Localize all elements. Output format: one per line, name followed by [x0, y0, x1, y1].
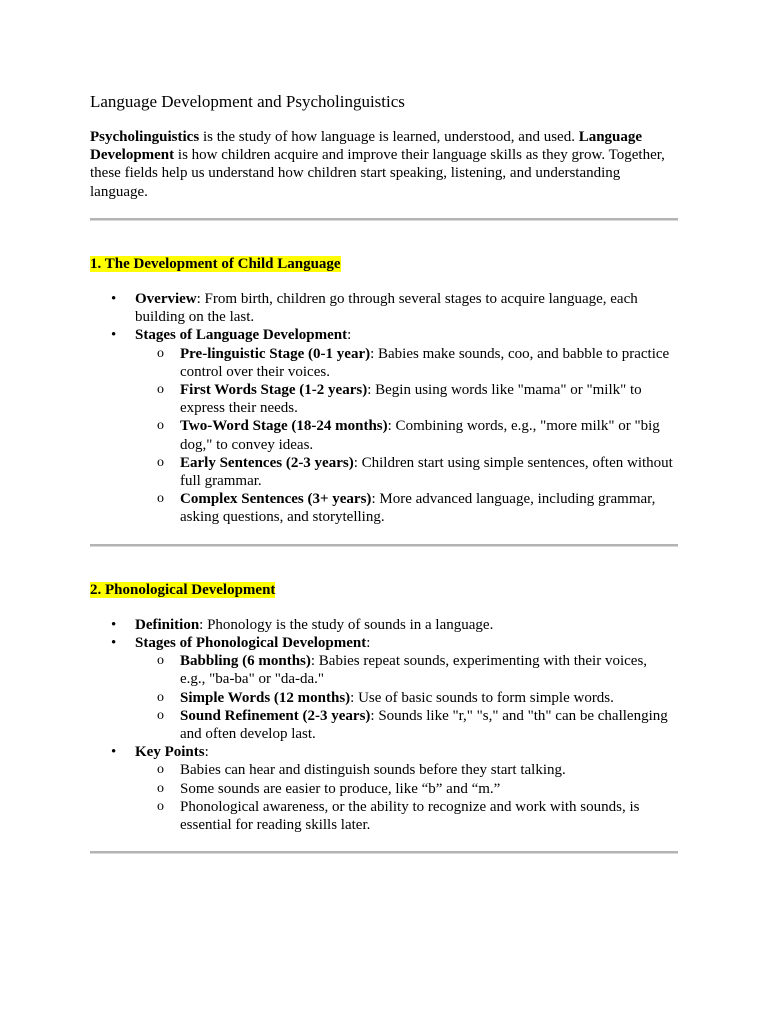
sublist-item: [135, 798, 676, 834]
sublist-item: [135, 454, 676, 490]
item-text: Babies can hear and distinguish sounds before they start talking.: [180, 762, 566, 779]
horizontal-rule: [90, 544, 678, 547]
document-title: Language Development and Psycholinguistics: [90, 92, 405, 111]
section-1-heading: [90, 255, 678, 273]
item-term: Babbling (6 months): [180, 653, 311, 670]
intro-term-language-development: Language Development: [90, 129, 643, 164]
intro-paragraph: [90, 128, 676, 201]
item-term: Sound Refinement (2-3 years): [180, 707, 371, 724]
list-item-key-points: [90, 743, 676, 834]
phonological-stages-sublist: [135, 652, 676, 743]
sublist-item: [135, 689, 676, 707]
sublist-item: [135, 490, 676, 526]
item-text: :: [347, 327, 352, 344]
item-term: Stages of Language Development: [135, 327, 348, 344]
item-term: Complex Sentences (3+ years): [180, 491, 372, 508]
section-2-heading-text: 2. Phonological Development: [90, 581, 276, 598]
item-text: : Babies repeat sounds, experimenting with their voices, e.g., "ba-ba" or "da-da.": [180, 653, 648, 688]
item-term: Stages of Phonological Development: [135, 635, 367, 652]
item-text: : Use of basic sounds to form simple words.: [350, 689, 614, 706]
item-term: First Words Stage (1-2 years): [180, 382, 368, 399]
sublist-item: [135, 780, 676, 798]
item-text: : Children start using simple sentences, often without full grammar.: [180, 454, 673, 490]
item-text: : Combining words, e.g., "more milk" or "big dog," to convey ideas.: [180, 418, 660, 453]
key-points-sublist: [135, 761, 676, 834]
item-text: : Begin using words like "mama" or "milk" to express their needs.: [180, 382, 642, 417]
intro-term-psycholinguistics: Psycholinguistics: [90, 129, 200, 145]
bullet-icon: •: [111, 291, 117, 308]
bullet-icon: •: [111, 327, 117, 344]
list-item-stages-language: [90, 326, 676, 526]
circle-bullet-icon: o: [157, 653, 164, 669]
sublist-item: [135, 652, 676, 688]
item-text: Some sounds are easier to produce, like “b” and “m.”: [180, 780, 501, 797]
bullet-icon: •: [111, 635, 117, 652]
section-2-heading: [90, 581, 678, 599]
bullet-icon: •: [111, 616, 117, 633]
section-1-list: [90, 290, 678, 527]
item-text: : Babies make sounds, coo, and babble to practice control over their voices.: [180, 345, 670, 380]
circle-bullet-icon: o: [157, 689, 164, 705]
horizontal-rule: [90, 218, 678, 221]
intro-text-1: is the study of how language is learned, understood, and used.: [199, 129, 579, 145]
list-item-stages-phonological: [90, 634, 676, 743]
list-item-definition: [90, 616, 676, 634]
item-text: : Sounds like "r," "s," and "th" can be challenging and often develop last.: [180, 707, 668, 743]
item-text: : Phonology is the study of sounds in a language.: [199, 616, 494, 633]
item-text: : From birth, children go through several stages to acquire language, each building on the last.: [135, 291, 638, 326]
circle-bullet-icon: o: [157, 345, 164, 361]
section-2-list: [90, 616, 678, 834]
circle-bullet-icon: o: [157, 491, 164, 507]
circle-bullet-icon: o: [157, 418, 164, 434]
sublist-item: [135, 345, 676, 381]
circle-bullet-icon: o: [157, 382, 164, 398]
circle-bullet-icon: o: [157, 707, 164, 723]
item-text: :: [366, 635, 371, 652]
item-term: Key Points: [135, 744, 205, 761]
stages-sublist: [135, 345, 676, 527]
circle-bullet-icon: o: [157, 798, 164, 814]
item-term: Simple Words (12 months): [180, 689, 351, 706]
sublist-item: [135, 761, 676, 779]
sublist-item: [135, 381, 676, 417]
sublist-item: [135, 417, 676, 453]
section-1-heading-text: 1. The Development of Child Language: [90, 255, 341, 272]
item-term: Early Sentences (2-3 years): [180, 454, 354, 471]
item-text: :: [204, 744, 209, 761]
item-text: : More advanced language, including grammar, asking questions, and storytelling.: [180, 491, 656, 526]
circle-bullet-icon: o: [157, 762, 164, 778]
intro-text-2: is how children acquire and improve their language skills as they grow. Together, these fields help us understand how children start speaking, listening, and understanding language.: [90, 147, 665, 200]
circle-bullet-icon: o: [157, 780, 164, 796]
item-term: Two-Word Stage (18-24 months): [180, 418, 388, 435]
circle-bullet-icon: o: [157, 454, 164, 470]
horizontal-rule: [90, 851, 678, 854]
item-term: Definition: [135, 616, 200, 633]
item-term: Pre-linguistic Stage (0-1 year): [180, 345, 371, 362]
sublist-item: [135, 707, 676, 743]
item-term: Overview: [135, 291, 197, 308]
list-item-overview: [90, 290, 676, 326]
bullet-icon: •: [111, 744, 117, 761]
item-text: Phonological awareness, or the ability to recognize and work with sounds, is essential for reading skills later.: [180, 798, 640, 834]
